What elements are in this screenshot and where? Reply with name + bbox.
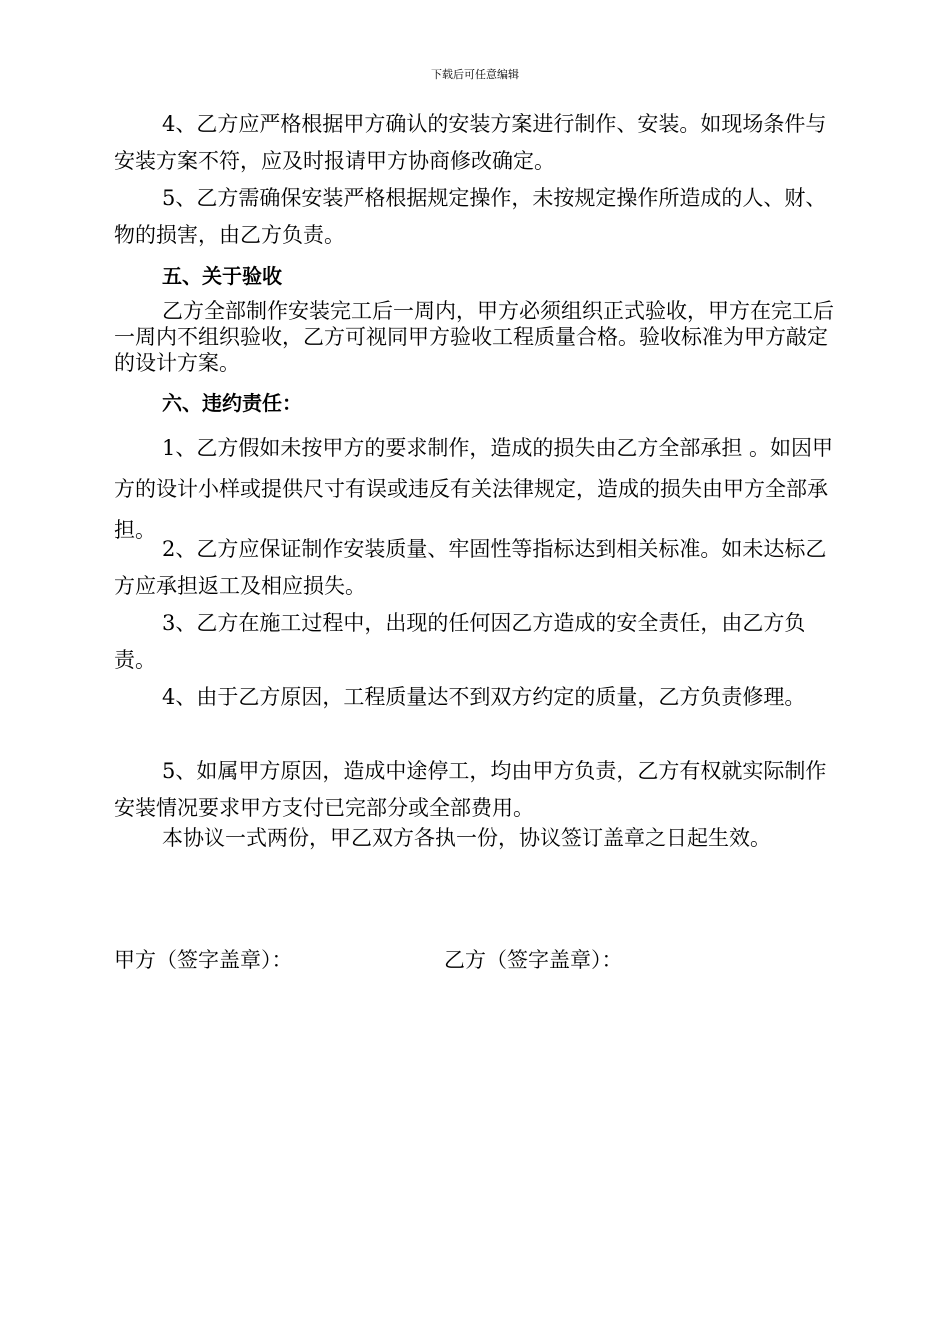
page-header: 下载后可任意编辑 (431, 68, 519, 81)
party-b-signature-label: 乙方（签字盖章）： (444, 948, 623, 972)
paragraph-effect: 本协议一式两份，甲乙双方各执一份，协议签订盖章之日起生效。 (162, 826, 771, 850)
heading-breach: 六、违约责任： (162, 391, 302, 415)
paragraph-breach-5: 5、如属甲方原因，造成中途停工，均由甲方负责，乙方有权就实际制作安装情况要求甲方支付已完部分或全部费用。 (114, 759, 827, 820)
party-a-signature-label: 甲方（签字盖章）： (114, 948, 293, 972)
paragraph-install-4: 4、乙方应严格根据甲方确认的安装方案进行制作、安装。如现场条件与安装方案不符，应及时报请甲方协商修改确定。 (114, 112, 827, 173)
heading-acceptance: 五、关于验收 (162, 264, 282, 288)
paragraph-breach-4: 4、由于乙方原因，工程质量达不到双方约定的质量，乙方负责修理。 (162, 685, 806, 709)
paragraph-acceptance: 乙方全部制作安装完工后一周内，甲方必须组织正式验收，甲方在完工后一周内不组织验收，乙方可视同甲方验收工程质量合格。验收标准为甲方敲定的设计方案。 (114, 299, 834, 375)
paragraph-breach-3: 3、乙方在施工过程中，出现的任何因乙方造成的安全责任，由乙方负责。 (114, 611, 806, 672)
paragraph-breach-2: 2、乙方应保证制作安装质量、牢固性等指标达到相关标准。如未达标乙方应承担返工及相应损失。 (114, 537, 827, 598)
paragraph-breach-1: 1、乙方假如未按甲方的要求制作，造成的损失由乙方全部承担 。如因甲方的设计小样或提供尺寸有误或违反有关法律规定，造成的损失由甲方全部承担。 (114, 436, 834, 542)
paragraph-install-5: 5、乙方需确保安装严格根据规定操作，未按规定操作所造成的人、财、物的损害，由乙方负责。 (114, 186, 827, 247)
